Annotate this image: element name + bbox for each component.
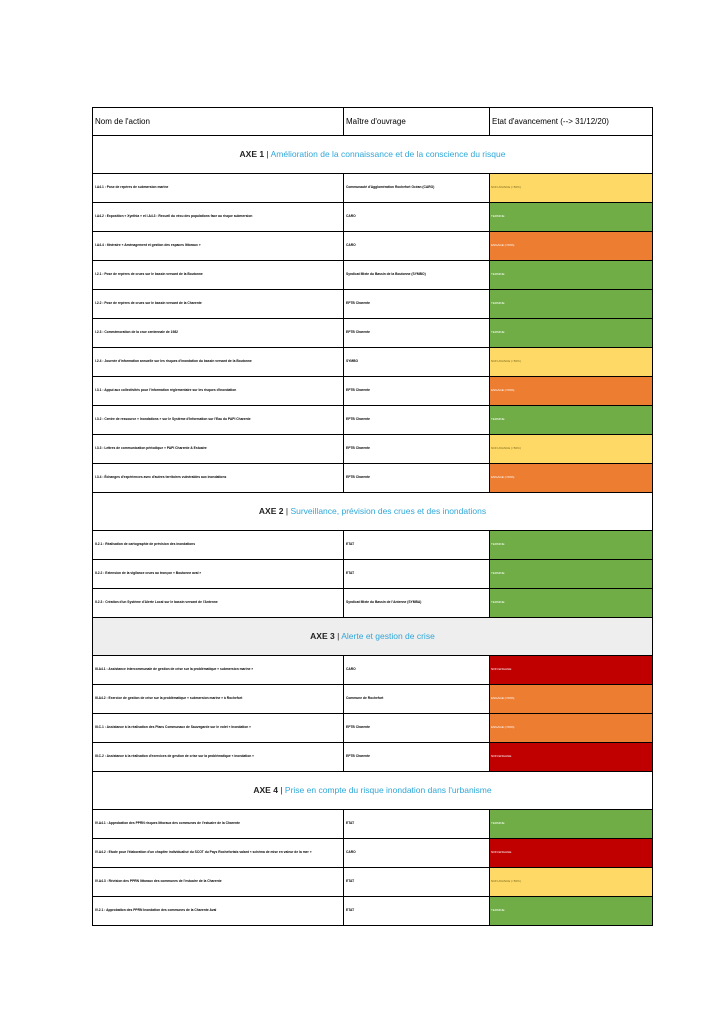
status-cell: TERMINE — [490, 406, 653, 435]
action-name: III.A4.1 : Assistance intercommunale de gestion de crise sur la problématique « submersion marine » — [93, 656, 344, 685]
axe-title: Prise en compte du risque inondation dans l'urbanisme — [284, 784, 492, 795]
action-name: I.A4.4 : Itinéraire « Aménagement et gestion des espaces littoraux » — [93, 232, 344, 261]
maitre-ouvrage: ETAT — [344, 868, 490, 897]
action-name: II.2.1 : Réalisation de cartographie de prévision des inondations — [93, 531, 344, 560]
table-row — [93, 406, 653, 435]
action-name: II.2.2 : Extension de la vigilance crues au tronçon « Boutonne aval » — [93, 560, 344, 589]
axe-header-cell — [93, 618, 653, 656]
axe-separator: | — [266, 148, 269, 159]
action-name: IV.A4.2 : Etude pour l'élaboration d'un chapitre individualisé du SCOT du Pays Rochefortais valant « schéma de mise en valeur de la mer » — [93, 839, 344, 868]
table-row — [93, 714, 653, 743]
table-row — [93, 743, 653, 772]
status-cell: NON ENGAGE — [490, 656, 653, 685]
action-name: I.2.3 : Commémoration de la crue centennale de 1982 — [93, 319, 344, 348]
axe-header-cell — [93, 136, 653, 174]
status-cell: NON ENGAGE — [490, 839, 653, 868]
maitre-ouvrage: EPTB Charente — [344, 464, 490, 493]
axe-number: AXE 3 — [310, 630, 335, 641]
maitre-ouvrage: CARO — [344, 839, 490, 868]
maitre-ouvrage: ETAT — [344, 810, 490, 839]
status-cell: TERMINE — [490, 560, 653, 589]
status-cell: ENGAGE (>50%) — [490, 464, 653, 493]
maitre-ouvrage: ETAT — [344, 531, 490, 560]
action-name: I.3.4 : Échanges d'expériences avec d'autres territoires vulnérables aux inondations — [93, 464, 344, 493]
table-row — [93, 435, 653, 464]
status-cell: NON AVANCE (<50%) — [490, 435, 653, 464]
status-cell: NON AVANCE (<50%) — [490, 868, 653, 897]
action-name: I.2.1 : Pose de repères de crues sur le bassin versant de la Boutonne — [93, 261, 344, 290]
header-row — [93, 108, 653, 136]
maitre-ouvrage: EPTB Charente — [344, 319, 490, 348]
table-row — [93, 174, 653, 203]
action-name: I.3.3 : Lettres de communication périodique « PAPI Charente & Estuaire — [93, 435, 344, 464]
maitre-ouvrage: ETAT — [344, 560, 490, 589]
maitre-ouvrage: EPTB Charente — [344, 714, 490, 743]
status-cell: NON ENGAGE — [490, 743, 653, 772]
axe-title: Amélioration de la connaissance et de la conscience du risque — [270, 148, 506, 159]
maitre-ouvrage: EPTB Charente — [344, 290, 490, 319]
action-name: II.2.3 : Création d'un Système d'Alerte Local sur le bassin versant de l'Antenne — [93, 589, 344, 618]
maitre-ouvrage: EPTB Charente — [344, 743, 490, 772]
table-body — [93, 136, 653, 926]
status-cell: TERMINE — [490, 810, 653, 839]
status-cell: NON AVANCE (<50%) — [490, 174, 653, 203]
axe-header-cell — [93, 772, 653, 810]
maitre-ouvrage: CARO — [344, 656, 490, 685]
axe-separator: | — [337, 630, 340, 641]
table-row — [93, 560, 653, 589]
action-name: IV.A4.3 : Révision des PPRN littoraux des communes de l'estuaire de la Charente — [93, 868, 344, 897]
table-row — [93, 531, 653, 560]
maitre-ouvrage: CARO — [344, 232, 490, 261]
action-name: III.A4.2 : Exercice de gestion de crise sur la problématique « submersion marine » à Rochefort — [93, 685, 344, 714]
action-name: IV.A4.1 : Approbation des PPRN risques littoraux des communes de l'estuaire de la Charente — [93, 810, 344, 839]
status-cell: TERMINE — [490, 203, 653, 232]
action-name: IV.2.1 : Approbation des PPRN Inondation des communes de la Charente Aval — [93, 897, 344, 926]
status-cell: TERMINE — [490, 589, 653, 618]
status-cell: ENGAGE (>50%) — [490, 377, 653, 406]
status-cell: ENGAGE (>50%) — [490, 232, 653, 261]
table-row — [93, 290, 653, 319]
maitre-ouvrage: CARO — [344, 203, 490, 232]
table-row — [93, 203, 653, 232]
maitre-ouvrage: EPTB Charente — [344, 377, 490, 406]
table-row — [93, 839, 653, 868]
maitre-ouvrage: EPTB Charente — [344, 406, 490, 435]
status-cell: ENGAGE (>50%) — [490, 685, 653, 714]
action-progress-table — [92, 107, 653, 926]
col-header-action: Nom de l'action — [93, 108, 344, 136]
maitre-ouvrage: Syndicat Mixte du Bassin de la Boutonne (SYMBO) — [344, 261, 490, 290]
action-name: III.C.2 : Assistance à la réalisation d'exercices de gestion de crise sur la problématique « inondation » — [93, 743, 344, 772]
action-name: I.3.1 : Appui aux collectivités pour l'information réglementaire sur les risques d'inondation — [93, 377, 344, 406]
status-cell: TERMINE — [490, 897, 653, 926]
status-cell: ENGAGE (>50%) — [490, 714, 653, 743]
status-cell: NON AVANCE (<50%) — [490, 348, 653, 377]
maitre-ouvrage: Syndicat Mixte du Bassin de l'Antenne (SYMBA) — [344, 589, 490, 618]
table-row — [93, 810, 653, 839]
axe-number: AXE 4 — [253, 784, 278, 795]
action-name: I.2.2 : Pose de repères de crues sur le bassin versant de la Charente — [93, 290, 344, 319]
status-cell: TERMINE — [490, 319, 653, 348]
axe-number: AXE 1 — [239, 148, 265, 159]
maitre-ouvrage: EPTB Charente — [344, 435, 490, 464]
maitre-ouvrage: SYMBO — [344, 348, 490, 377]
col-header-status: Etat d'avancement (--> 31/12/20) — [490, 108, 653, 136]
action-name: I.A4.1 : Pose de repères de submersion marine — [93, 174, 344, 203]
axe-title: Alerte et gestion de crise — [341, 630, 435, 641]
status-cell: TERMINE — [490, 261, 653, 290]
axe-header-cell — [93, 493, 653, 531]
table-row — [93, 656, 653, 685]
table-row — [93, 897, 653, 926]
table-row — [93, 261, 653, 290]
action-name: I.3.2 : Centre de ressource « Inondations » sur le Système d'Information sur l'Eau du PAPI Charente — [93, 406, 344, 435]
action-name: I.A4.2 : Exposition « Xynthia » et I.A4.3 : Recueil du vécu des populations face au risque submersion — [93, 203, 344, 232]
table-row — [93, 348, 653, 377]
status-cell: TERMINE — [490, 531, 653, 560]
table-row — [93, 464, 653, 493]
axe-header-row — [93, 493, 653, 531]
table-row — [93, 685, 653, 714]
action-name: I.2.4 : Journée d'information annuelle sur les risques d'inondation du bassin versant de la Boutonne — [93, 348, 344, 377]
table-row — [93, 589, 653, 618]
axe-separator: | — [280, 784, 283, 795]
table-row — [93, 377, 653, 406]
axe-title: Surveillance, prévision des crues et des inondations — [290, 505, 487, 516]
maitre-ouvrage: Commune de Rochefort — [344, 685, 490, 714]
action-name: III.C.1 : Assistance à la réalisation des Plans Communaux de Sauvegarde sur le volet « Inondation » — [93, 714, 344, 743]
table-row — [93, 319, 653, 348]
axe-header-row — [93, 772, 653, 810]
col-header-mo: Maître d'ouvrage — [344, 108, 490, 136]
axe-number: AXE 2 — [258, 505, 284, 516]
maitre-ouvrage: Communauté d'Agglomération Rochefort Océan (CARO) — [344, 174, 490, 203]
axe-separator: | — [285, 505, 289, 516]
status-cell: TERMINE — [490, 290, 653, 319]
table-row — [93, 232, 653, 261]
table-row — [93, 868, 653, 897]
maitre-ouvrage: ETAT — [344, 897, 490, 926]
axe-header-row — [93, 136, 653, 174]
axe-header-row — [93, 618, 653, 656]
